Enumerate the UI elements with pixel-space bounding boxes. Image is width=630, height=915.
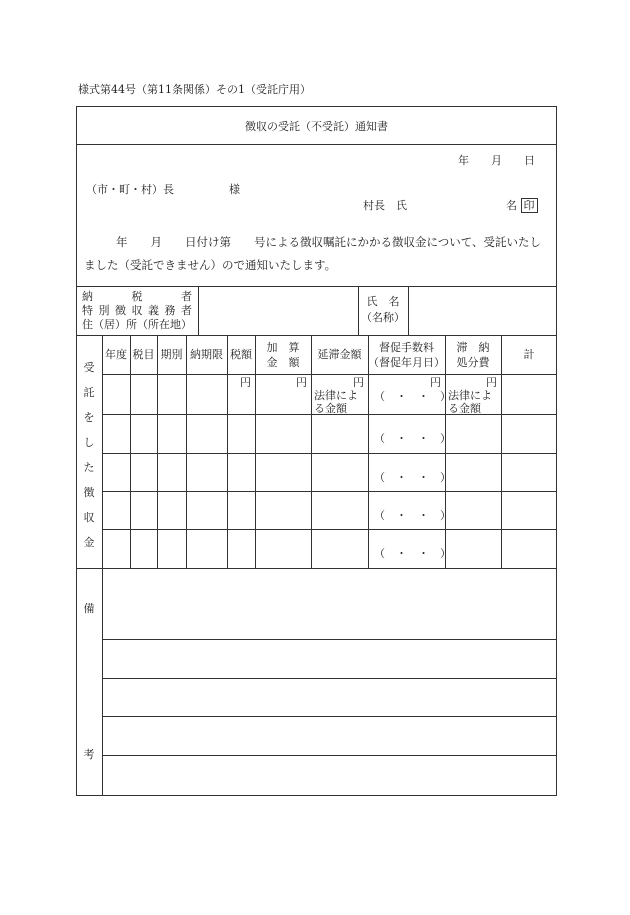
header-dunning-date: （督促年月日） bbox=[368, 356, 445, 369]
date-line: 年 月 日 bbox=[458, 154, 535, 167]
header-due-date: 納期限 bbox=[190, 348, 223, 361]
header-tax-amount: 税額 bbox=[230, 348, 252, 361]
form-id: 様式第44号（第11条関係）その1（受託庁用） bbox=[78, 83, 311, 96]
name-label: 氏 名 bbox=[366, 295, 400, 308]
legal-amount-label-2: る金額 bbox=[448, 402, 481, 415]
yen-unit: 円 bbox=[296, 376, 307, 389]
address-label: 住（居）所（所在地） bbox=[82, 318, 192, 331]
taxpayer-label: 納 税 者 bbox=[82, 290, 192, 303]
dunning-date-value: （ ・ ・ ） bbox=[374, 471, 451, 484]
remarks-label: 備 bbox=[83, 602, 95, 615]
yen-unit: 円 bbox=[430, 376, 441, 389]
header-period: 期別 bbox=[160, 348, 183, 361]
addressee: （市・町・村）長 様 bbox=[86, 183, 240, 196]
header-dunning: 督促手数料 bbox=[379, 341, 434, 354]
dunning-date-value: （ ・ ・ ） bbox=[374, 390, 451, 403]
side-char: 託 bbox=[83, 386, 95, 399]
yen-unit: 円 bbox=[240, 376, 251, 389]
side-char: 収 bbox=[83, 511, 95, 524]
legal-amount-label-2: る金額 bbox=[314, 402, 347, 415]
seal-icon: 印 bbox=[521, 198, 538, 213]
header-delinquency: 延滞金額 bbox=[317, 348, 362, 361]
notice-text-1: 年 月 日付け第 号による徴収嘱託にかかる徴収金について、受託いたし bbox=[116, 235, 542, 249]
name-sub-label: （名称） bbox=[361, 311, 405, 324]
header-year: 年度 bbox=[105, 348, 127, 361]
form-title: 徴収の受託（不受託）通知書 bbox=[245, 120, 388, 133]
side-char: 受 bbox=[83, 361, 95, 374]
side-char: 徴 bbox=[83, 486, 95, 499]
header-tax-item: 税目 bbox=[132, 348, 155, 361]
header-disposition: 滞 納 bbox=[456, 341, 490, 354]
dunning-date-value: （ ・ ・ ） bbox=[374, 432, 451, 445]
header-additional-2: 金 額 bbox=[266, 356, 300, 369]
header-disposition-2: 処分費 bbox=[456, 356, 490, 369]
side-char: た bbox=[83, 461, 95, 474]
yen-unit: 円 bbox=[486, 376, 497, 389]
legal-amount-label: 法律によ bbox=[314, 389, 358, 402]
side-char: し bbox=[83, 436, 95, 449]
dunning-date-value: （ ・ ・ ） bbox=[374, 509, 451, 522]
sender-name: 村長 氏 名 印 bbox=[363, 199, 538, 212]
side-char: 金 bbox=[83, 536, 95, 549]
legal-amount-label: 法律によ bbox=[448, 389, 492, 402]
special-collector-label: 特別徴収義務者 bbox=[82, 304, 192, 317]
yen-unit: 円 bbox=[353, 376, 364, 389]
remarks-label-2: 考 bbox=[83, 748, 95, 761]
header-additional: 加 算 bbox=[266, 341, 300, 354]
dunning-date-value: （ ・ ・ ） bbox=[374, 547, 451, 560]
side-char: を bbox=[83, 411, 95, 424]
header-total: 計 bbox=[523, 348, 535, 361]
notice-text-2: ました（受託できません）ので通知いたします。 bbox=[84, 258, 337, 272]
